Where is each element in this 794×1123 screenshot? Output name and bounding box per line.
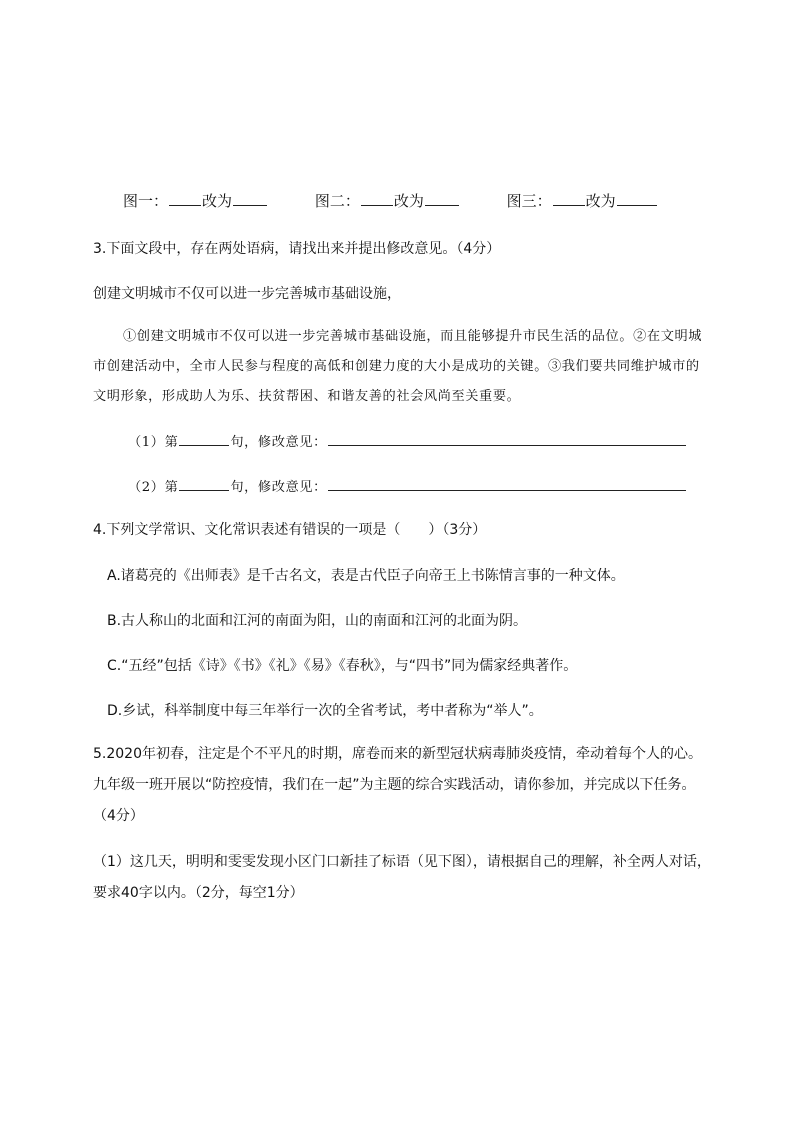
q4-option-d[interactable]: D.乡试，科举制度中每三年举行一次的全省考试，考中者称为“举人”。 <box>107 703 543 719</box>
fig2-group <box>315 190 460 211</box>
figure-change-row <box>123 190 658 211</box>
q3-title: 3.下面文段中，存在两处语病，请找出来并提出修改意见。（4分） <box>93 241 501 257</box>
q5-sub1-line-1: （1）这几天，明明和雯雯发现小区门口新挂了标语（见下图），请根据自己的理解，补全两人对话， <box>93 854 711 870</box>
fig1-original-blank[interactable] <box>169 191 201 206</box>
q4-option-a[interactable]: A.诸葛亮的《出师表》是千古名文，表是古代臣子向帝王上书陈情言事的一种文体。 <box>107 568 625 584</box>
fig2-change-to: 改为 <box>393 192 424 210</box>
q5-line-3: （4分） <box>93 808 144 824</box>
answer-2-sentence-blank[interactable] <box>179 476 229 491</box>
fig3-change-to: 改为 <box>585 192 616 210</box>
fig3-label: 图三： <box>506 192 552 210</box>
answer-1-sentence-blank[interactable] <box>179 431 229 446</box>
fig3-original-blank[interactable] <box>553 191 585 206</box>
fig1-change-to: 改为 <box>202 192 233 210</box>
q3-paragraph-line-1: ①创建文明城市不仅可以进一步完善城市基础设施，而且能够提升市民生活的品位。②在文明城 <box>123 329 703 344</box>
fig1-label: 图一： <box>123 192 169 210</box>
answer-2-opinion-blank[interactable] <box>328 476 686 491</box>
q4-option-c[interactable]: C.“五经”包括《诗》《书》《礼》《易》《春秋》，与“四书”同为儒家经典著作。 <box>107 658 578 674</box>
answer-2-suffix: 句，修改意见： <box>230 480 327 495</box>
answer-2-prefix: （2）第 <box>128 480 179 495</box>
answer-1-prefix: （1）第 <box>128 435 179 450</box>
answer-1-suffix: 句，修改意见： <box>230 435 327 450</box>
fig1-group <box>123 190 268 211</box>
q4-option-b[interactable]: B.古人称山的北面和江河的南面为阳，山的南面和江河的北面为阴。 <box>107 613 528 629</box>
fig2-new-blank[interactable] <box>425 191 459 206</box>
fig1-new-blank[interactable] <box>233 191 267 206</box>
fig2-label: 图二： <box>314 192 360 210</box>
q5-sub1-line-2: 要求40字以内。（2分，每空1分） <box>93 885 304 901</box>
q5-line-2: 九年级一班开展以“防控疫情，我们在一起”为主题的综合实践活动，请你参加，并完成以下任务。 <box>93 777 696 793</box>
q3-intro: 创建文明城市不仅可以进一步完善城市基础设施， <box>93 286 401 302</box>
q3-answer-2 <box>128 476 687 495</box>
fig2-original-blank[interactable] <box>361 191 393 206</box>
q3-answer-1 <box>128 431 687 450</box>
fig3-new-blank[interactable] <box>617 191 657 206</box>
fig3-group <box>507 190 658 211</box>
q3-paragraph-line-3: 文明形象，形成助人为乐、扶贫帮困、和谐友善的社会风尚至关重要。 <box>93 389 521 404</box>
q4-title: 4.下列文学常识、文化常识表述有错误的一项是（ ）（3分） <box>93 522 487 538</box>
q5-line-1: 5.2020年初春，注定是个不平凡的时期，席卷而来的新型冠状病毒肺炎疫情，牵动着每个人的心。 <box>93 746 702 762</box>
answer-1-opinion-blank[interactable] <box>328 431 686 446</box>
q3-paragraph-line-2: 市创建活动中，全市人民参与程度的高低和创建力度的大小是成功的关键。③我们要共同维护城市的 <box>93 359 700 374</box>
